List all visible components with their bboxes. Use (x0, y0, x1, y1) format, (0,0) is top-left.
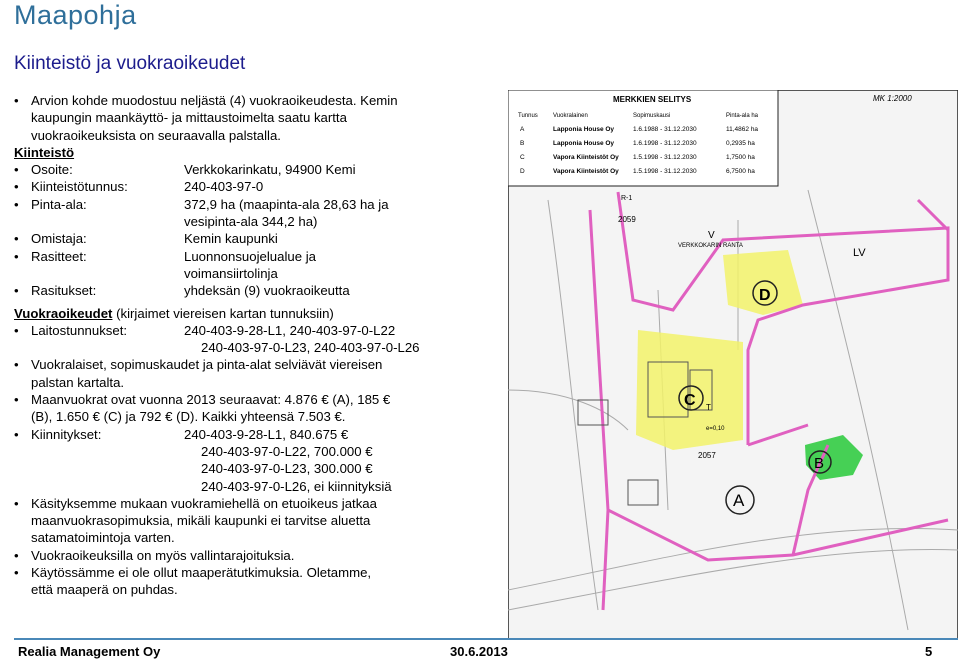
legend-cell: 0,2935 ha (726, 140, 755, 147)
kiinteisto-value: 240-403-97-0 (184, 179, 264, 195)
area-b-label: B (814, 455, 825, 472)
section-subtitle: Kiinteistö ja vuokraoikeudet (14, 53, 246, 74)
kiinteisto-value: 372,9 ha (maapinta-ala 28,63 ha ja vesipinta-ala 344,2 ha) (184, 196, 389, 230)
road-label: VERKKOKARIN RANTA (678, 243, 743, 249)
bullet-vallinta: • Vuokraoikeuksilla on myös vallintarajoituksia. (14, 547, 295, 563)
efficiency-label: e=0,10 (706, 426, 725, 432)
legend-cell: C (520, 154, 525, 161)
zone-r1-label: R-1 (621, 195, 633, 202)
footer-divider (14, 638, 958, 640)
intro-line: vuokraoikeuksista on seuraavalla palstalla. (31, 127, 281, 143)
legend-cell: B (520, 140, 525, 147)
intro-line: Arvion kohde muodostuu neljästä (4) vuokraoikeudesta. Kemin (31, 93, 398, 108)
zone-t-label: T (706, 403, 711, 412)
kiinteisto-list (14, 161, 454, 299)
kiinteisto-row: • Rasitukset: yhdeksän (9) vuokraoikeutta (14, 282, 454, 299)
legend-title: MERKKIEN SELITYS (613, 95, 692, 104)
bullet-kasitys: • Käsityksemme mukaan vuokramiehellä on etuoikeus jatkaa maanvuokrasopimuksia, mikäli kaupunki ei tarvitse aluetta satamatoimintoja varten. (14, 495, 377, 546)
legend-cell: 1.6.1998 - 31.12.2030 (633, 140, 697, 147)
kiinteisto-key: Omistaja: (31, 231, 87, 247)
legend-cell: 11,4862 ha (726, 126, 759, 133)
map-scale: MK 1:2000 (873, 94, 912, 103)
bullet-maanvuokrat: • Maanvuokrat ovat vuonna 2013 seuraavat: 4.876 € (A), 185 € (B), 1.650 € (C) ja 792 € (D). Kaikki yhteensä 7.503 €. (14, 392, 391, 425)
kiinteisto-value: Luonnonsuojelualue ja voimansiirtolinja (184, 248, 316, 281)
legend-cell: Lapponia House Oy (553, 126, 615, 133)
bullet-intro: • Arvion kohde muodostuu neljästä (4) vuokraoikeudesta. Kemin kaupungin maankäyttö- ja mittaustoimelta saatu kartta vuokraoikeuksista on seuraavalla palstalla. (14, 92, 454, 144)
kiinteisto-key: Kiinteistötunnus: (31, 179, 128, 195)
zone-lv-label: LV (853, 247, 866, 259)
kiinnitys-line: 240-403-97-0-L22, 700.000 € (201, 443, 373, 459)
legend-cell: D (520, 168, 525, 175)
kiinteisto-key: Osoite: (31, 162, 73, 178)
legend-cell: 6,7500 ha (726, 168, 755, 175)
legend-cell: 1.6.1988 - 31.12.2030 (633, 126, 697, 133)
legend-header: Vuokralainen (553, 113, 588, 119)
legend-header: Pinta-ala ha (726, 113, 759, 119)
kiinteisto-row: • Kiinteistötunnus: 240-403-97-0 (14, 178, 454, 195)
area-a-label: A (733, 491, 745, 510)
kiinteisto-key: Rasitukset: (31, 283, 97, 299)
legend-cell: Lapponia House Oy (553, 140, 615, 147)
vuokraoikeudet-heading: Vuokraoikeudet (kirjaimet viereisen kartan tunnuksiin) (14, 305, 334, 321)
kiinnitys-line: 240-403-97-0-L23, 300.000 € (201, 461, 373, 477)
block-2057-label: 2057 (698, 451, 716, 460)
bullet-tutkimus: • Käytössämme ei ole ollut maaperätutkimuksia. Oletamme, että maaperä on puhdas. (14, 565, 372, 598)
zone-v-label: V (708, 230, 715, 241)
kiinteisto-value: Verkkokarinkatu, 94900 Kemi (184, 162, 356, 178)
legend-header: Tunnus (518, 113, 538, 119)
kiinteisto-heading: Kiinteistö (14, 144, 75, 160)
text-content (14, 92, 454, 599)
bullet-kiinnitykset: • Kiinnitykset: 240-403-9-28-L1, 840.675 € (14, 426, 349, 442)
intro-line: kaupungin maankäyttö- ja mittaustoimelta saatu kartta (31, 110, 347, 126)
legend-cell: A (520, 126, 525, 133)
lease-map (508, 90, 958, 640)
legend-cell: 1.5.1998 - 31.12.2030 (633, 168, 697, 175)
page-number: 5 (925, 644, 933, 659)
bullet-sopimus: • Vuokralaiset, sopimuskaudet ja pinta-alat selviävät viereisen palstan kartalta. (14, 357, 383, 390)
legend-cell: 1,7500 ha (726, 154, 755, 161)
legend-cell: Vapora Kiinteistöt Oy (553, 154, 619, 161)
kiinteisto-row: • Rasitteet: Luonnonsuojelualue ja voimansiirtolinja (14, 248, 454, 283)
page-title: Maapohja (14, 0, 137, 30)
kiinnitys-line: 240-403-97-0-L26, ei kiinnityksiä (201, 478, 392, 494)
legend-header: Sopimuskausi (633, 113, 671, 119)
kiinteisto-row: • Omistaja: Kemin kaupunki (14, 230, 454, 247)
legend-cell: Vapora Kiinteistöt Oy (553, 168, 619, 175)
kiinteisto-key: Rasitteet: (31, 248, 87, 264)
area-c-label: C (684, 392, 696, 409)
footer-company: Realia Management Oy (18, 644, 161, 659)
bullet-laitostunnukset: • Laitostunnukset: 240-403-9-28-L1, 240-403-97-0-L22 (14, 322, 396, 338)
kiinteisto-row: • Osoite: Verkkokarinkatu, 94900 Kemi (14, 161, 454, 178)
block-2059-label: 2059 (618, 215, 636, 224)
kiinteisto-row: • Pinta-ala: 372,9 ha (maapinta-ala 28,63 ha ja vesipinta-ala 344,2 ha) (14, 196, 454, 231)
footer-date: 30.6.2013 (450, 644, 508, 659)
kiinteisto-value: Kemin kaupunki (184, 231, 278, 247)
kiinteisto-value: yhdeksän (9) vuokraoikeutta (184, 283, 350, 299)
legend-cell: 1.5.1998 - 31.12.2030 (633, 154, 697, 161)
laitos-line: 240-403-97-0-L23, 240-403-97-0-L26 (201, 340, 420, 356)
area-d-label: D (759, 287, 771, 304)
legend-box (508, 90, 778, 186)
kiinteisto-key: Pinta-ala: (31, 196, 87, 212)
